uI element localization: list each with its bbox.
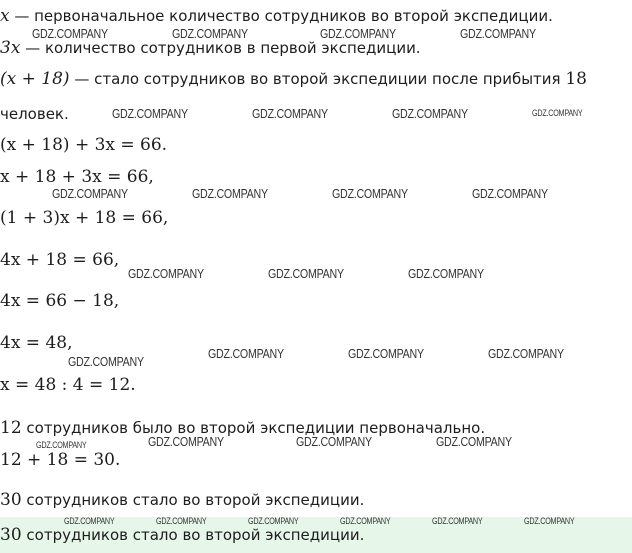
line-1-text: — первоначальное количество сотрудников во второй экспедиции. [9, 7, 553, 25]
watermark: GDZ.COMPANY [68, 354, 144, 369]
watermark: GDZ.COMPANY [532, 108, 583, 118]
equation-6: 4x = 48, [0, 333, 73, 353]
watermark: GDZ.COMPANY [148, 434, 224, 449]
line-3-text: — стало сотрудников во второй экспедиции после прибытия [69, 70, 566, 88]
watermark: GDZ.COMPANY [488, 346, 564, 361]
watermark: GDZ.COMPANY [172, 26, 248, 41]
text-line-3 [0, 69, 587, 89]
line-6-text: сотрудников стало во второй экспедиции. [21, 491, 365, 509]
watermark: GDZ.COMPANY [268, 266, 344, 281]
equation-1: (x + 18) + 3x = 66. [0, 135, 168, 155]
variable-x: x [0, 6, 10, 26]
text-line-7-answer [0, 525, 364, 545]
variable-3x: 3x [0, 38, 21, 58]
watermark: GDZ.COMPANY [252, 106, 328, 121]
expression-x-plus-18: (x + 18) [0, 69, 70, 89]
watermark: GDZ.COMPANY [248, 516, 299, 526]
number-12: 12 [0, 418, 22, 438]
watermark: GDZ.COMPANY [436, 434, 512, 449]
line-2-text: — количество сотрудников в первой экспедиции. [20, 39, 421, 57]
equation-4: 4x + 18 = 66, [0, 250, 120, 270]
equation-8: 12 + 18 = 30. [0, 450, 121, 470]
watermark: GDZ.COMPANY [320, 26, 396, 41]
watermark: GDZ.COMPANY [392, 106, 468, 121]
watermark: GDZ.COMPANY [432, 516, 483, 526]
watermark: GDZ.COMPANY [332, 186, 408, 201]
watermark: GDZ.COMPANY [348, 346, 424, 361]
watermark: GDZ.COMPANY [128, 266, 204, 281]
watermark: GDZ.COMPANY [52, 186, 128, 201]
watermark: GDZ.COMPANY [192, 186, 268, 201]
text-line-2 [0, 38, 421, 58]
watermark: GDZ.COMPANY [296, 434, 372, 449]
text-line-1 [0, 6, 553, 26]
watermark: GDZ.COMPANY [208, 346, 284, 361]
number-18: 18 [565, 69, 587, 89]
equation-5: 4x = 66 − 18, [0, 291, 120, 311]
text-line-4 [0, 104, 69, 124]
equation-3: (1 + 3)x + 18 = 66, [0, 208, 169, 228]
watermark: GDZ.COMPANY [524, 516, 575, 526]
watermark: GDZ.COMPANY [340, 516, 391, 526]
equation-7: x = 48 : 4 = 12. [0, 375, 136, 395]
line-5-text: сотрудников было во второй экспедиции первоначально. [21, 419, 486, 437]
watermark: GDZ.COMPANY [36, 440, 87, 450]
watermark: GDZ.COMPANY [112, 106, 188, 121]
watermark: GDZ.COMPANY [408, 266, 484, 281]
line-7-text: сотрудников стало во второй экспедиции. [21, 526, 365, 544]
watermark: GDZ.COMPANY [460, 26, 536, 41]
watermark: GDZ.COMPANY [156, 516, 207, 526]
text-line-5 [0, 418, 485, 438]
line-4-text: человек. [0, 105, 69, 123]
watermark: GDZ.COMPANY [32, 26, 108, 41]
text-line-6 [0, 490, 364, 510]
number-30-answer: 30 [0, 525, 22, 545]
watermark: GDZ.COMPANY [64, 516, 115, 526]
watermark: GDZ.COMPANY [472, 186, 548, 201]
number-30: 30 [0, 490, 22, 510]
equation-2: x + 18 + 3x = 66, [0, 167, 154, 187]
